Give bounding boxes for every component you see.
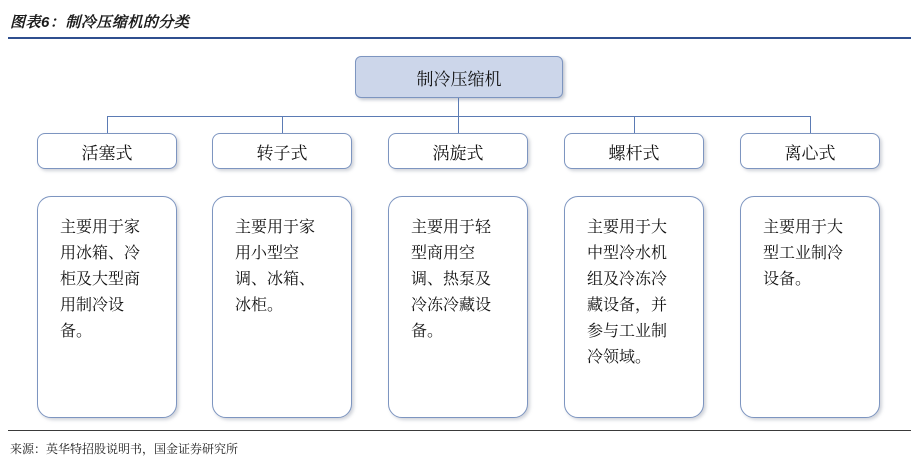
description-box-1: 主要用于家用冰箱、冷柜及大型商用制冷设备。	[37, 196, 177, 418]
category-box-3: 涡旋式	[388, 133, 528, 169]
branch-stem-5	[810, 116, 811, 133]
category-box-2: 转子式	[212, 133, 352, 169]
category-box-4: 螺杆式	[564, 133, 704, 169]
description-box-5: 主要用于大型工业制冷设备。	[740, 196, 880, 418]
root-node: 制冷压缩机	[355, 56, 563, 98]
source-note: 来源：英华特招股说明书，国金证券研究所	[10, 442, 239, 456]
source-divider	[8, 430, 911, 431]
category-box-5: 离心式	[740, 133, 880, 169]
branch-stem-4	[634, 116, 635, 133]
branch-stem-2	[282, 116, 283, 133]
title-divider	[8, 37, 911, 39]
category-box-1: 活塞式	[37, 133, 177, 169]
description-box-2: 主要用于家用小型空调、冰箱、冰柜。	[212, 196, 352, 418]
branch-stem-3	[458, 116, 459, 133]
page-title: 图表6：制冷压缩机的分类	[10, 14, 190, 31]
description-box-4: 主要用于大中型冷水机组及冷冻冷藏设备，并参与工业制冷领域。	[564, 196, 704, 418]
root-stem-connector	[458, 98, 459, 116]
branch-stem-1	[107, 116, 108, 133]
description-box-3: 主要用于轻型商用空调、热泵及冷冻冷藏设备。	[388, 196, 528, 418]
